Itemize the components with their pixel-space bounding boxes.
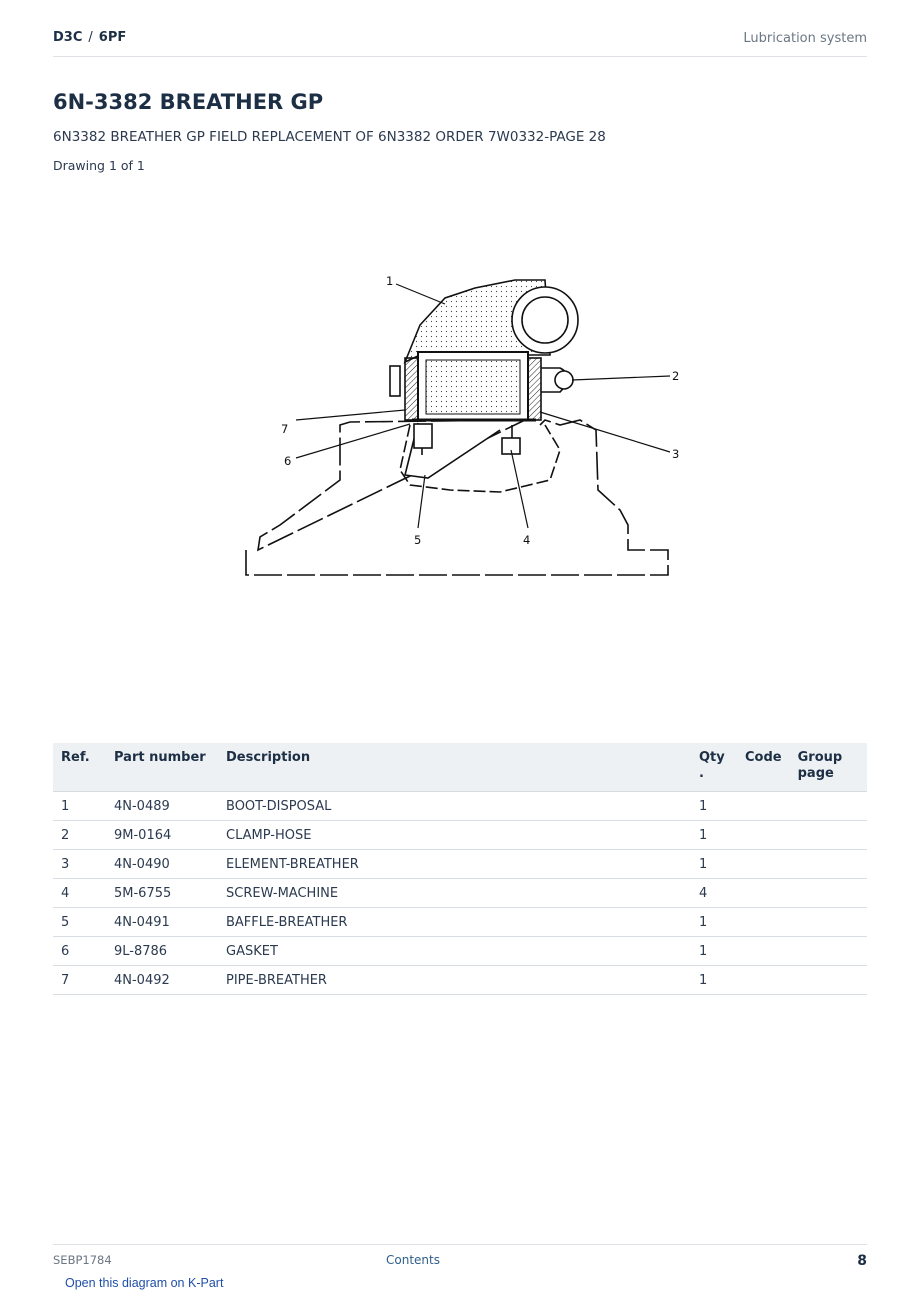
cell-part-number[interactable]: 9L-8786 (106, 937, 218, 966)
cell-ref: 5 (53, 908, 106, 937)
col-qty-label: Qty (699, 750, 725, 765)
cell-part-number[interactable]: 5M-6755 (106, 879, 218, 908)
drawing-count: Drawing 1 of 1 (53, 158, 145, 173)
cell-part-number[interactable]: 4N-0492 (106, 966, 218, 995)
cell-description: CLAMP-HOSE (218, 821, 691, 850)
callout-4[interactable]: 4 (523, 533, 531, 547)
cell-description: GASKET (218, 937, 691, 966)
cell-ref: 2 (53, 821, 106, 850)
callout-1[interactable]: 1 (386, 274, 394, 288)
col-ref: Ref. (53, 743, 106, 792)
cell-qty: 1 (691, 937, 737, 966)
document-id: SEBP1784 (53, 1253, 112, 1267)
cell-code (737, 937, 790, 966)
cell-group-page (790, 879, 867, 908)
cell-code (737, 908, 790, 937)
cell-group-page (790, 792, 867, 821)
breather-diagram[interactable] (200, 180, 720, 720)
cell-code (737, 966, 790, 995)
callout-2[interactable]: 2 (672, 369, 680, 383)
table-header-row (53, 743, 867, 792)
cell-code (737, 821, 790, 850)
leader-5 (418, 475, 425, 528)
cell-group-page (790, 850, 867, 879)
cell-group-page (790, 821, 867, 850)
cell-ref: 4 (53, 879, 106, 908)
cell-ref: 7 (53, 966, 106, 995)
callout-7[interactable]: 7 (281, 422, 289, 436)
cell-qty: 1 (691, 792, 737, 821)
col-qty (691, 743, 737, 792)
screw-left (414, 424, 432, 448)
cell-description: BAFFLE-BREATHER (218, 908, 691, 937)
cell-qty: 1 (691, 850, 737, 879)
open-kpart-link[interactable]: Open this diagram on K-Part (65, 1276, 224, 1290)
cell-part-number[interactable]: 9M-0164 (106, 821, 218, 850)
cell-ref: 1 (53, 792, 106, 821)
col-description: Description (218, 743, 691, 792)
table-row (53, 966, 867, 995)
cell-group-page (790, 937, 867, 966)
cell-qty: 1 (691, 908, 737, 937)
cell-ref: 6 (53, 937, 106, 966)
section-name: Lubrication system (743, 31, 867, 46)
col-group-page (790, 743, 867, 792)
cell-description: SCREW-MACHINE (218, 879, 691, 908)
cell-qty: 1 (691, 821, 737, 850)
table-row (53, 792, 867, 821)
col-group-page-line1: Group (797, 750, 843, 765)
leader-1 (396, 284, 445, 304)
breadcrumb-serial-prefix[interactable]: 6PF (98, 30, 127, 45)
leader-6 (296, 424, 410, 458)
cell-qty: 1 (691, 966, 737, 995)
cell-part-number[interactable]: 4N-0491 (106, 908, 218, 937)
cell-code (737, 850, 790, 879)
breadcrumb-separator: / (88, 30, 93, 45)
cell-description: PIPE-BREATHER (218, 966, 691, 995)
cell-ref: 3 (53, 850, 106, 879)
cell-code (737, 792, 790, 821)
breadcrumb (53, 30, 126, 45)
table-row (53, 850, 867, 879)
cell-part-number[interactable]: 4N-0490 (106, 850, 218, 879)
page-subtitle: 6N3382 BREATHER GP FIELD REPLACEMENT OF 6N3382 ORDER 7W0332-PAGE 28 (53, 129, 606, 145)
cell-group-page (790, 966, 867, 995)
parts-table (53, 743, 867, 995)
col-code: Code (737, 743, 790, 792)
callout-5[interactable]: 5 (414, 533, 422, 547)
footer-divider (53, 1244, 867, 1245)
table-row (53, 821, 867, 850)
breadcrumb-model[interactable]: D3C (53, 30, 83, 45)
leader-3 (540, 412, 670, 452)
col-part-number: Part number (106, 743, 218, 792)
cell-description: BOOT-DISPOSAL (218, 792, 691, 821)
cell-part-number[interactable]: 4N-0489 (106, 792, 218, 821)
callout-6[interactable]: 6 (284, 454, 292, 468)
leader-7 (296, 410, 405, 420)
cell-description: ELEMENT-BREATHER (218, 850, 691, 879)
cell-group-page (790, 908, 867, 937)
cell-code (737, 879, 790, 908)
page-title: 6N-3382 BREATHER GP (53, 90, 324, 114)
table-row (53, 908, 867, 937)
table-row (53, 937, 867, 966)
page-number: 8 (857, 1253, 867, 1269)
table-row (53, 879, 867, 908)
leader-2 (572, 376, 670, 380)
page-header (53, 30, 867, 57)
contents-link[interactable]: Contents (386, 1253, 440, 1267)
callout-3[interactable]: 3 (672, 447, 680, 461)
col-group-page-line2: page (797, 766, 834, 781)
col-qty-dot: . (699, 766, 704, 781)
cell-qty: 4 (691, 879, 737, 908)
